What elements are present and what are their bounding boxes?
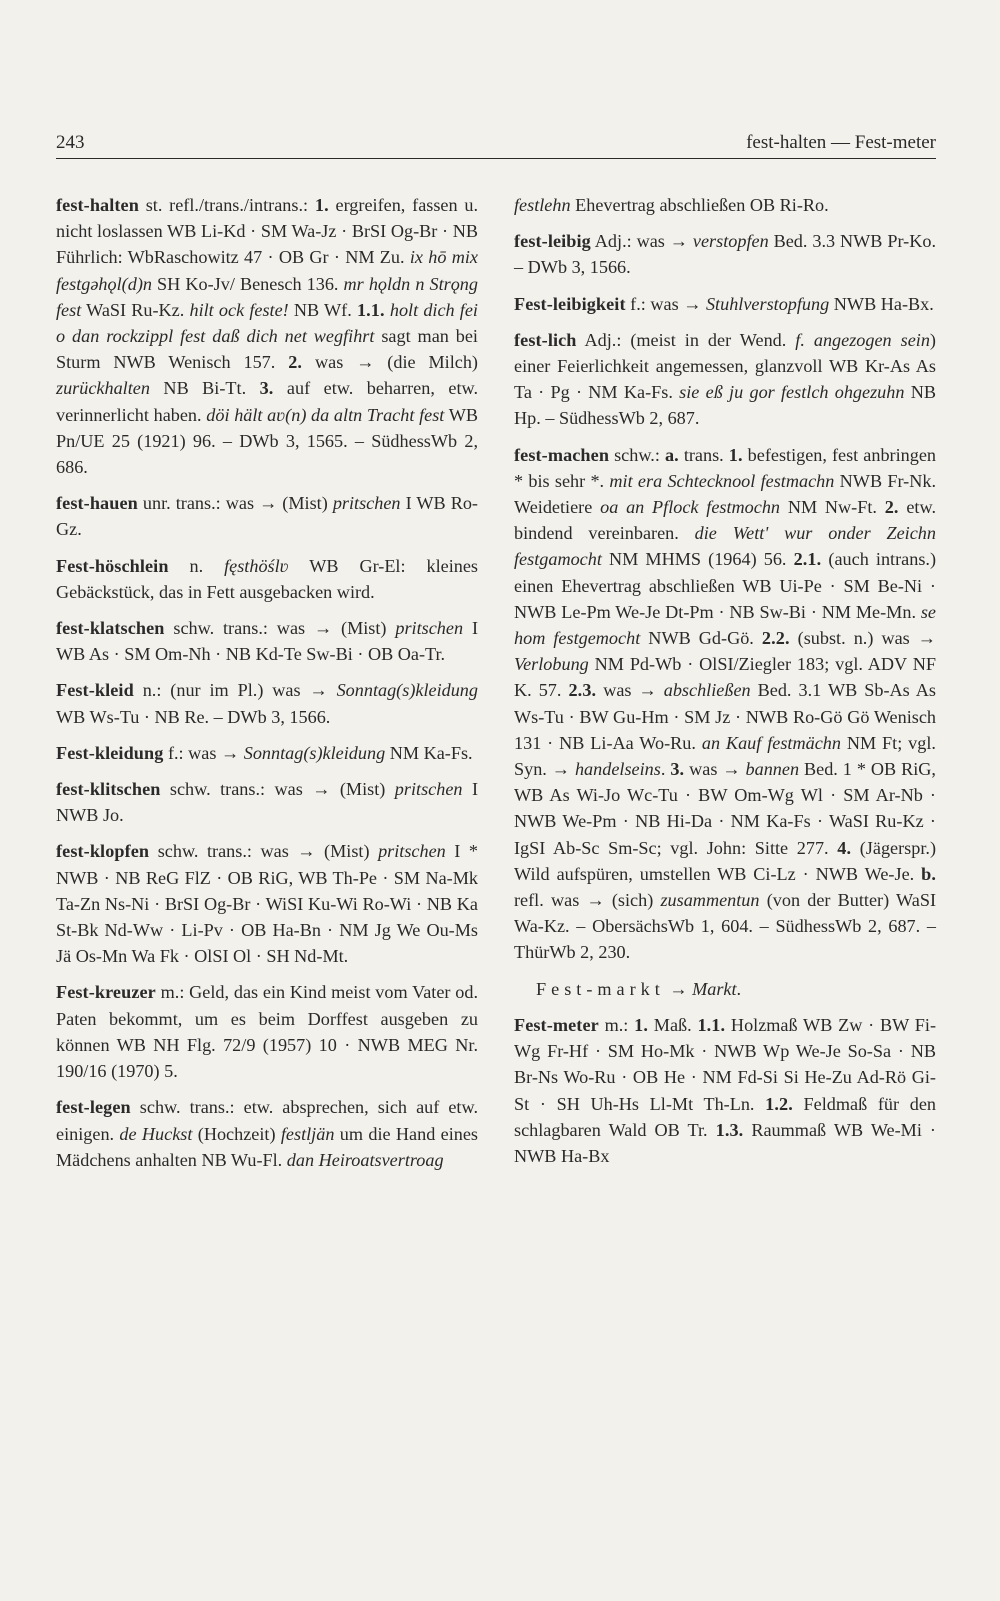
entry-text: etw. bindend vereinbaren. [514,497,936,544]
dictionary-entry [514,192,936,218]
headword: b. [921,863,936,884]
entry-text: NM Ka-Fs. [385,742,473,763]
entry-text: . [660,759,671,780]
entry-text: WB Pn/UE 25 (1921) 96. – DWb 3, 1565. – SüdhessWb 2, 686. [56,404,478,478]
entry-text: (Jägerspr.) Wild aufspüren, umstellen WB Ci-Lz · NWB We-Je. [514,837,936,884]
entry-text: ergreifen, fassen u. nicht loslassen WB Li-Kd · SM Wa-Jz · BrSI Og-Br · NB Führlich: WbRaschowitz 47 · OB Gr · NM Zu. [56,195,479,268]
entry-text: NB Hp. – SüdhessWb 2, 687. [514,382,937,429]
entry-text: n. [168,555,225,576]
italic-text: de Huckst [119,1123,193,1144]
dictionary-entry [56,490,478,542]
dictionary-entry [56,615,478,667]
headword: 4. [837,837,852,858]
entry-text: WB Ws-Tu · NB Re. – DWb 3, 1566. [56,706,331,727]
entry-text: auf etw. beharren, etw. verinnerlicht haben. [56,378,478,425]
entry-text: refl. was → (sich) [514,890,661,911]
entry-text: was → [596,680,664,701]
headword: 1.2. [765,1093,793,1114]
entry-text: befestigen, fest anbringen * bis sehr *. [514,444,936,491]
entry-text: Bed. 3.3 NWB Pr-Ko. – DWb 3, 1566. [514,231,936,278]
entry-text: NWB Ha-Bx. [829,293,934,314]
entry-text: NB Wf. [288,299,357,320]
dictionary-entry [514,291,936,317]
entry-text: Holzmaß WB Zw · BW Fi-Wg Fr-Hf · SM Ho-Mk · NWB Wp We-Je So-Sa · NB Br-Ns Wo-Ru · OB He · NM Fd-Si Si He-Zu Ad-Rö Gi-St · SH Uh-Hs Ll-Mt Th-Ln. [514,1014,936,1114]
headword: Fest-kleidung [56,742,164,763]
headword: Fest-leibigkeit [514,293,626,314]
italic-text: sie eß ju gor festlch ohgezuhn [679,382,905,403]
headword: 3. [670,759,685,780]
italic-text: Sonntag(s)kleidung [336,680,478,701]
dictionary-entry [56,677,478,729]
italic-text: abschließen [663,680,751,701]
dictionary-entry [56,979,478,1084]
entry-text: schw. trans.: etw. absprechen, sich auf etw. einigen. [56,1097,478,1144]
dictionary-entry [56,740,478,766]
italic-text: festlehn [514,195,571,215]
entry-text: schw. trans.: was → (Mist) [160,779,395,800]
italic-text: handelseins [574,759,661,780]
headword: fest-klatschen [56,618,165,639]
entry-text: unr. trans.: was → (Mist) [137,493,333,514]
entry-text: → [664,978,693,999]
entry-text: schw.: [609,444,665,465]
entry-text: WB Gr-El: kleines Gebäckstück, das in Fett ausgebacken wird. [56,555,479,602]
dictionary-entry [56,776,478,828]
page-number: 243 [56,132,85,153]
entry-text: NM MHMS (1964) 56. [601,549,794,570]
headword: 2. [884,497,899,518]
italic-text: mr hǫldn n Strǫng fest [56,273,478,320]
italic-text: dan Heiroatsvertroag [286,1149,444,1170]
running-title: fest-halten — Fest-meter [746,132,936,153]
italic-text: mit era Schtecknool festmachn [609,470,835,491]
entry-text: I NWB Jo. [56,779,479,826]
italic-text: hilt ock feste! [189,299,289,320]
headword: 1.1. [356,299,385,320]
headword: 1.3. [715,1119,744,1140]
headword: fest-klopfen [56,841,150,862]
dictionary-entry [514,327,936,432]
dictionary-entry [514,1012,936,1169]
dictionary-entry [56,1094,478,1173]
italic-text: pritschen [394,779,463,800]
entry-text: Adj.: was → [590,231,693,252]
headword: a. [664,444,679,465]
italic-text: se hom festgemocht [514,601,936,649]
entry-text: NB Bi-Tt. [149,378,260,399]
headword: fest-hauen [56,493,138,514]
entry-text: SH Ko-Jv/ Benesch 136. [151,273,344,294]
entry-text: Maß. [647,1014,698,1035]
right-column [514,192,936,1179]
italic-text: Verlobung [514,654,589,675]
italic-text: festljän [280,1123,335,1144]
headword: fest-machen [514,444,610,465]
entry-text: (Hochzeit) [192,1123,281,1144]
left-column [56,192,478,1183]
headword: 2.1. [793,549,822,570]
dictionary-entry [514,442,936,966]
italic-text: pritschen [395,618,464,639]
entry-text: (auch intrans.) einen Ehevertrag abschließen WB Ui-Pe · SM Be-Ni · NWB Le-Pm We-Je Dt-Pm · NB Sw-Bi · NM Me-Mn. [514,549,936,622]
entry-text: n.: (nur im Pl.) was → [133,680,337,701]
entry-text: was → [684,759,746,780]
entry-text: NWB Fr-Nk. Weidetiere [514,470,936,518]
italic-text: Sonntag(s)kleidung [243,742,386,763]
italic-text: oa an Pflock festmochn [600,497,781,518]
headword: Fest-kreuzer [56,982,156,1003]
italic-text: zurückhalten [56,378,150,399]
entry-text: Ehevertrag abschließen OB Ri-Ro. [570,195,829,215]
spaced-headword: Fest-markt [536,978,665,999]
entry-text: f.: was → [625,293,706,314]
headword: 3. [259,378,274,399]
entry-text: Feldmaß für den schlagbaren Wald OB Tr. [514,1093,936,1140]
italic-text: holt dich fei o dan rockzippl fest daß dich net wegfihrt [56,299,478,347]
entry-text: schw. trans.: was → (Mist) [149,841,379,862]
italic-text: pritschen [332,493,401,514]
entry-text: Bed. 1 * OB RiG, WB As Wi-Jo Wc-Tu · BW Om-Wg Wl · SM Ar-Nb · NWB We-Pm · NB Hi-Da · NM Ka-Fs · WaSI Ru-Kz · IgSI Ab-Sc Sm-Sc; vgl. John: Sitte 277. [514,759,936,858]
entry-text: Bed. 3.1 WB Sb-As As Ws-Tu · BW Gu-Hm · SM Jz · NWB Ro-Gö Gö Wenisch 131 · NB Li-Aa Wo-Ru. [514,680,936,753]
entry-text: NWB Gd-Gö. [640,628,762,649]
entry-text: NM Ft; vgl. Syn. → [514,732,936,780]
dictionary-entry [56,553,478,605]
italic-text: f. angezogen sein [795,329,930,350]
italic-text: verstopfen [692,231,769,252]
headword: 2.2. [761,628,790,649]
headword: 1. [728,444,743,465]
headword: Fest-meter [514,1014,599,1035]
headword: 2.3. [568,680,597,701]
italic-text: bannen [745,759,800,780]
entry-text: I WB As · SM Om-Nh · NB Kd-Te Sw-Bi · OB Oa-Tr. [56,618,479,665]
entry-text: (subst. n.) was → [789,628,936,649]
entry-text: Adj.: (meist in der Wend. [576,329,796,350]
headword: Fest-höschlein [56,555,169,576]
headword: 1.1. [697,1014,726,1035]
headword: fest-halten [56,195,139,215]
entry-text: trans. [678,444,729,465]
italic-text: die Wett' wur onder Zeichn festgamocht [514,523,936,570]
dictionary-entry [56,838,478,969]
entry-text: NM Nw-Ft. [780,497,885,518]
entry-text: sagt man bei Sturm NWB Wenisch 157. [56,326,478,373]
entry-text: st. refl./trans./intrans.: [138,195,315,215]
headword: 2. [288,352,303,373]
headword: fest-klitschen [56,779,161,800]
entry-text: NM Pd-Wb · OlSI/Ziegler 183; vgl. ADV NF K. 57. [514,654,936,701]
entry-text: m.: Geld, das ein Kind meist vom Vater od. Paten bekommt, um es beim Dorffest ausgeben zu können WB NH Flg. 72/9 (1957) 10 · NWB MEG Nr. 190/16 (1970) 5. [56,982,478,1082]
headword: fest-lich [514,329,577,350]
entry-text: um die Hand eines Mädchens anhalten NB Wu-Fl. [56,1123,478,1170]
entry-text: I WB Ro-Gz. [56,493,478,540]
italic-text: an Kauf festmächn [701,732,841,753]
entry-text: Raummaß WB We-Mi · NWB Ha-Bx [514,1119,936,1166]
entry-text: WaSI Ru-Kz. [81,299,190,320]
headword: fest-leibig [514,231,591,252]
entry-text: . [736,978,742,999]
entry-text: I * NWB · NB ReG FlZ · OB RiG, WB Th-Pe · SM Na-Mk Ta-Zn Ns-Ni · BrSI Og-Br · WiSI Ku-Wi Ro-Wi · NB Ka St-Bk Nd-Ww · Li-Pv · OB Ha-Bn · NM Jg We Ou-Ms Jä Os-Mn Wa Fk · OlSI Ol · SH Nd-Mt. [56,841,479,967]
page-header [56,132,936,159]
italic-text: ix hō mix festgəhǫl(d)n [56,247,478,294]
italic-text: Markt [692,978,737,999]
headword: 1. [314,195,329,215]
entry-text: m.: [598,1014,635,1035]
dictionary-entry [514,976,936,1002]
dictionary-entry [56,192,478,480]
headword: Fest-kleid [56,680,134,701]
italic-text: Stuhlverstopfung [705,293,830,314]
italic-text: fęsthöślʋ [224,555,289,576]
dictionary-entry [514,228,936,280]
italic-text: zusammentun [660,890,760,911]
headword: fest-legen [56,1097,131,1118]
entry-text: ) einer Feierlichkeit angemessen, glanzvoll WB Kr-As As Ta · Pg · NM Ka-Fs. [514,329,936,403]
italic-text: döi hält aʋ(n) da altn Tracht fest [206,404,445,425]
entry-text: was → (die Milch) [302,352,478,373]
headword: 1. [634,1014,648,1035]
entry-text: f.: was → [163,742,244,763]
entry-text: schw. trans.: was → (Mist) [164,618,396,639]
entry-text: (von der Butter) WaSI Wa-Kz. – ObersächsWb 1, 604. – SüdhessWb 2, 687. – ThürWb 2, 230. [514,890,936,963]
italic-text: pritschen [378,841,446,862]
